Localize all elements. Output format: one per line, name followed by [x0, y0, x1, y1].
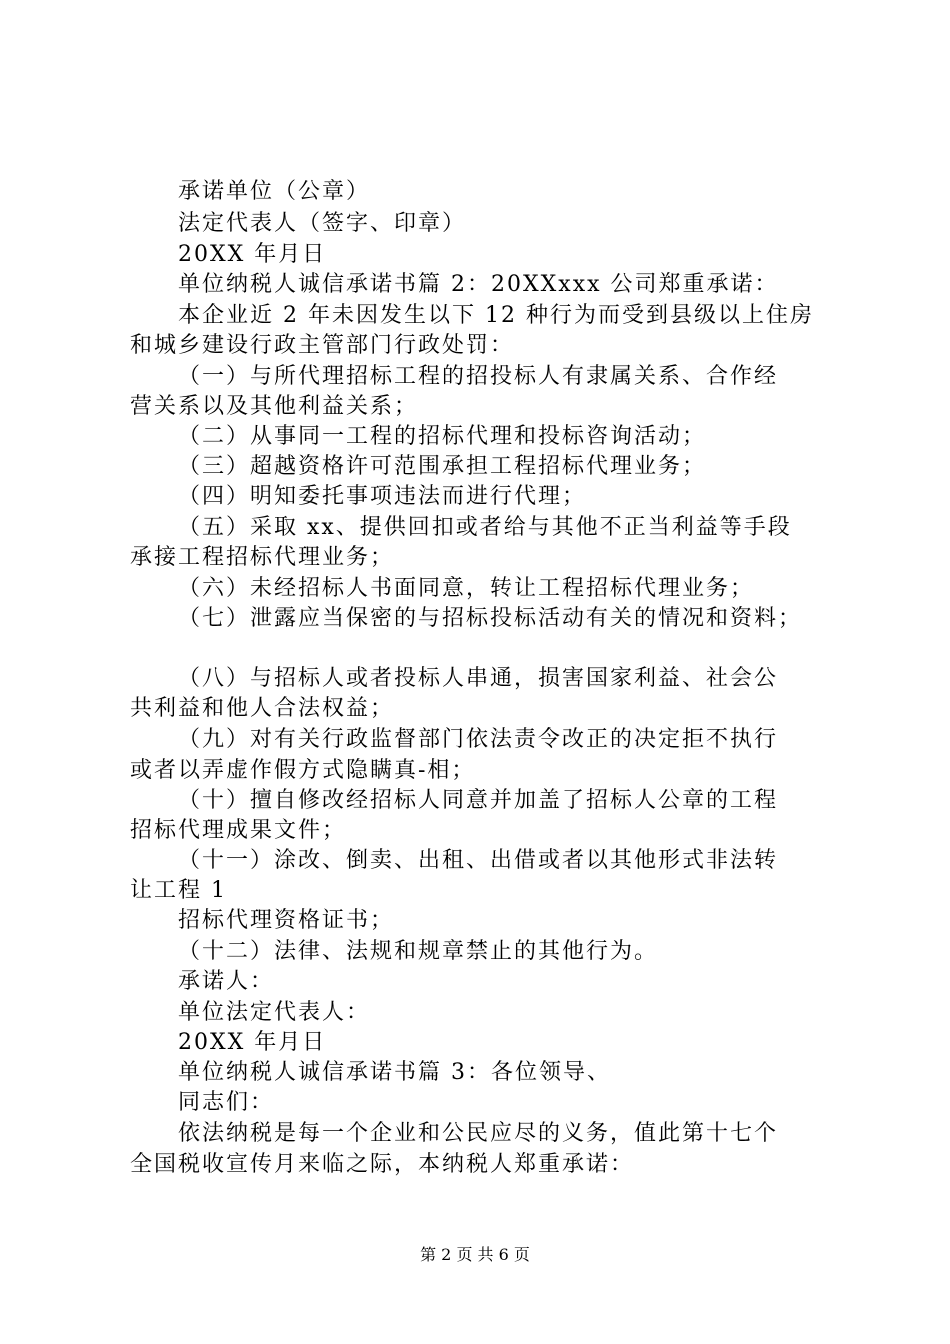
text-line: （十二）法律、法规和规章禁止的其他行为。 — [178, 939, 659, 964]
text-line: （二）从事同一工程的招标代理和投标咨询活动； — [178, 424, 707, 449]
page-number-footer: 第 2 页 共 6 页 — [420, 1245, 530, 1264]
text-line: 单位法定代表人： — [178, 1000, 371, 1025]
text-line: 承诺人： — [178, 969, 275, 994]
text-line: 让工程 1 — [130, 878, 227, 903]
text-line: 同志们： — [178, 1090, 275, 1115]
text-line: 依法纳税是每一个企业和公民应尽的义务，值此第十七个 — [178, 1121, 779, 1146]
text-line: 承诺单位（公章） — [178, 179, 371, 204]
text-line: （六）未经招标人书面同意，转让工程招标代理业务； — [178, 576, 755, 601]
text-line: （五）采取 xx、提供回扣或者给与其他不正当利益等手段 — [178, 515, 792, 540]
text-line: 本企业近 2 年未因发生以下 12 种行为而受到县级以上住房 — [178, 303, 814, 328]
text-line: 法定代表人（签字、印章） — [178, 211, 467, 236]
text-line: 20XX 年月日 — [178, 242, 327, 267]
text-line: 招标代理资格证书； — [178, 908, 395, 933]
text-line: 共利益和他人合法权益； — [130, 696, 395, 721]
text-line: 全国税收宣传月来临之际，本纳税人郑重承诺： — [130, 1152, 635, 1177]
text-line: 招标代理成果文件； — [130, 818, 347, 843]
text-line: 单位纳税人诚信承诺书篇 3：各位领导、 — [178, 1060, 611, 1085]
text-line: 或者以弄虚作假方式隐瞒真-相； — [130, 758, 476, 783]
text-line: 单位纳税人诚信承诺书篇 2：20XXxxx 公司郑重承诺： — [178, 272, 779, 297]
text-line: 营关系以及其他利益关系； — [130, 394, 419, 419]
text-line: 20XX 年月日 — [178, 1030, 327, 1055]
text-line: （十一）涂改、倒卖、出租、出借或者以其他形式非法转 — [178, 848, 779, 873]
text-line: （四）明知委托事项违法而进行代理； — [178, 484, 587, 509]
text-line: （七）泄露应当保密的与招标投标活动有关的情况和资料； — [178, 606, 803, 631]
text-line: （九）对有关行政监督部门依法责令改正的决定拒不执行 — [178, 727, 779, 752]
text-line: （十）擅自修改经招标人同意并加盖了招标人公章的工程 — [178, 788, 779, 813]
text-line: 和城乡建设行政主管部门行政处罚： — [130, 333, 515, 358]
text-line: 承接工程招标代理业务； — [130, 545, 395, 570]
text-line: （八）与招标人或者投标人串通，损害国家利益、社会公 — [178, 666, 779, 691]
text-line: （三）超越资格许可范围承担工程招标代理业务； — [178, 454, 707, 479]
text-line: （一）与所代理招标工程的招投标人有隶属关系、合作经 — [178, 364, 779, 389]
